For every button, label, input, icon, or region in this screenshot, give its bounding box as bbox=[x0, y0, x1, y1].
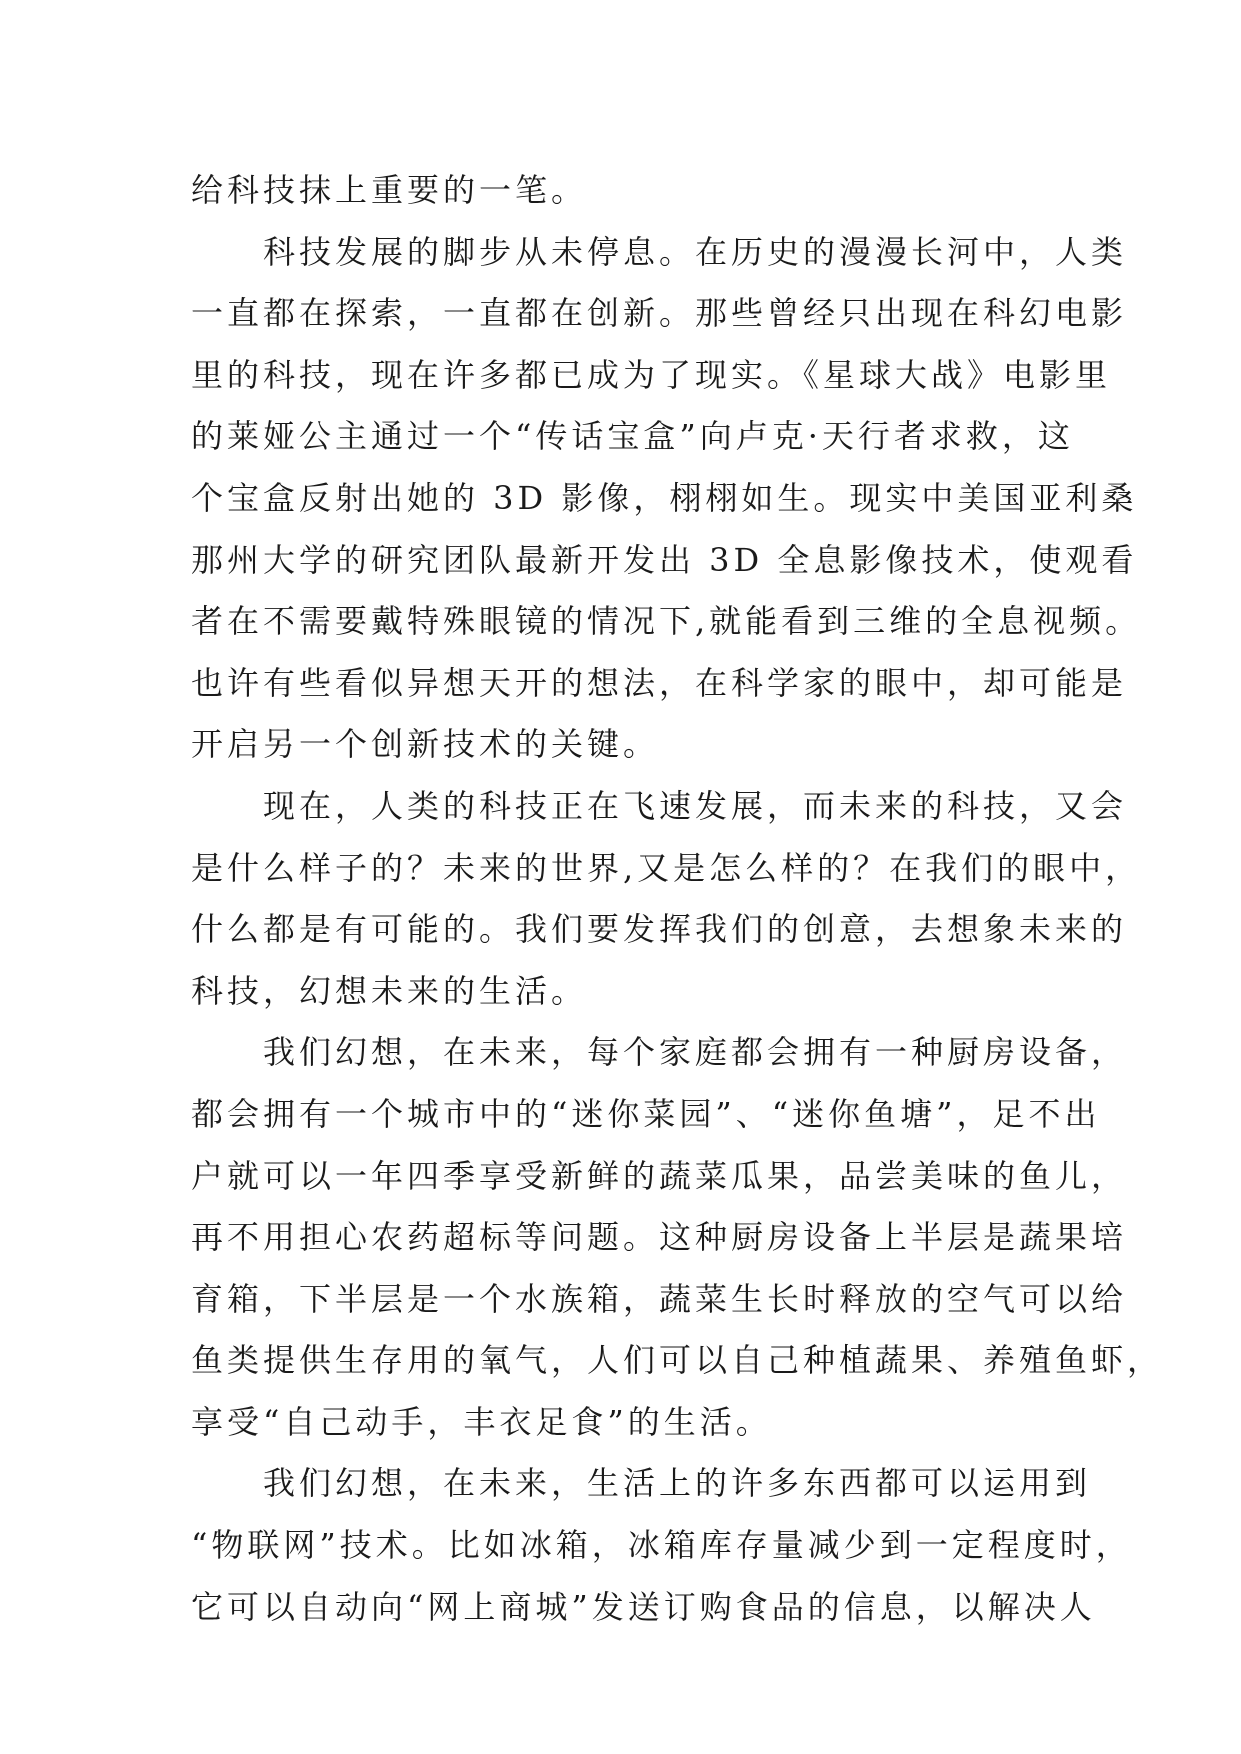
text-line: 育箱，下半层是一个水族箱，蔬菜生长时释放的空气可以给 bbox=[191, 1279, 1128, 1318]
text-line: 也许有些看似异想天开的想法，在科学家的眼中，却可能是 bbox=[191, 663, 1128, 702]
text-line: 给科技抹上重要的一笔。 bbox=[191, 171, 588, 209]
text-line: 什么都是有可能的。我们要发挥我们的创意，去想象未来的 bbox=[191, 910, 1128, 949]
paragraph-first-line: 我们幻想，在未来，每个家庭都会拥有一种厨房设备， bbox=[191, 1033, 1128, 1072]
paragraph-first-line: 科技发展的脚步从未停息。在历史的漫漫长河中，人类 bbox=[191, 232, 1128, 271]
text-line: 都会拥有一个城市中的“迷你菜园”、“迷你鱼塘”，足不出 bbox=[191, 1094, 1101, 1133]
text-line: 一直都在探索，一直都在创新。那些曾经只出现在科幻电影 bbox=[191, 294, 1128, 333]
text-line: 的莱娅公主通过一个“传话宝盒”向卢克·天行者求救，这 bbox=[191, 417, 1074, 456]
text-line: 户就可以一年四季享受新鲜的蔬菜瓜果，品尝美味的鱼儿， bbox=[191, 1156, 1128, 1195]
text-line: 开启另一个创新技术的关键。 bbox=[191, 725, 660, 764]
text-line: 它可以自动向“网上商城”发送订购食品的信息，以解决人 bbox=[191, 1587, 1096, 1626]
text-line: 里的科技，现在许多都已成为了现实。《星球大战》电影里 bbox=[191, 355, 1112, 394]
text-line: 再不用担心农药超标等问题。这种厨房设备上半层是蔬果培 bbox=[191, 1218, 1128, 1257]
paragraph-first-line: 我们幻想，在未来，生活上的许多东西都可以运用到 bbox=[191, 1464, 1092, 1503]
document-body bbox=[191, 160, 1164, 1638]
text-line: 者在不需要戴特殊眼镜的情况下,就能看到三维的全息视频。 bbox=[191, 602, 1142, 641]
text-line: 科技，幻想未来的生活。 bbox=[191, 971, 588, 1010]
text-line: “物联网”技术。比如冰箱，冰箱库存量减少到一定程度时， bbox=[191, 1526, 1132, 1565]
paragraph-first-line: 现在，人类的科技正在飞速发展，而未来的科技，又会 bbox=[191, 786, 1128, 825]
text-line: 那州大学的研究团队最新开发出 3D 全息影像技术，使观看 bbox=[191, 540, 1138, 579]
text-line: 个宝盒反射出她的 3D 影像，栩栩如生。现实中美国亚利桑 bbox=[191, 478, 1138, 517]
text-line: 享受“自己动手，丰衣足食”的生活。 bbox=[191, 1402, 772, 1441]
text-line: 鱼类提供生存用的氧气，人们可以自己种植蔬果、养殖鱼虾， bbox=[191, 1341, 1164, 1380]
text-line: 是什么样子的？未来的世界,又是怎么样的？在我们的眼中， bbox=[191, 848, 1142, 887]
